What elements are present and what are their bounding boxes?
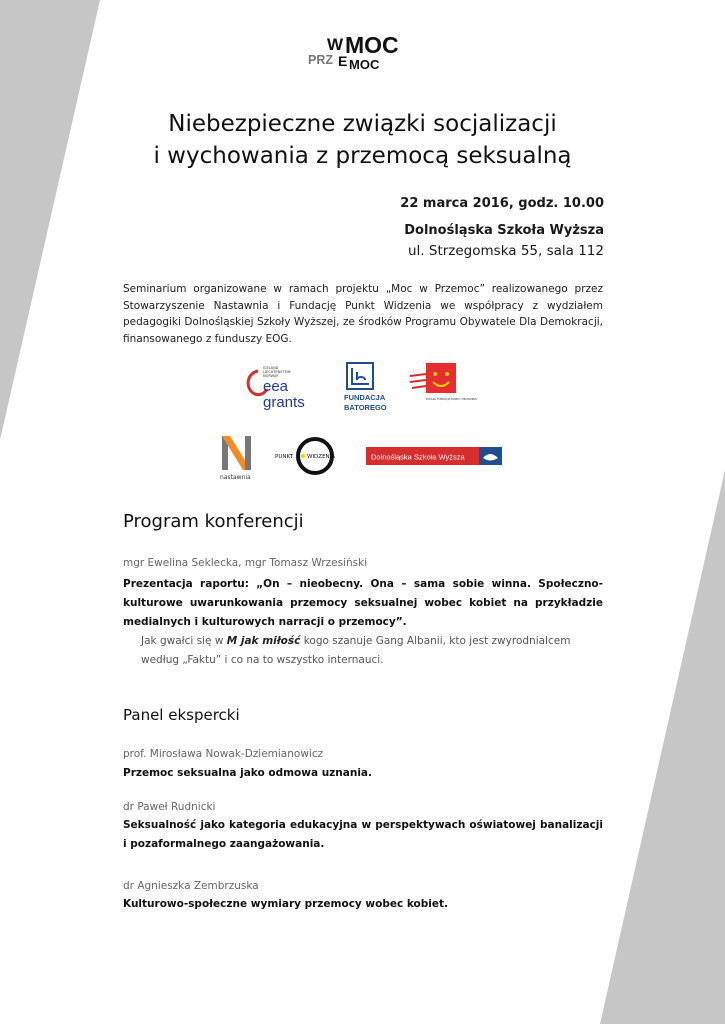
- panel-talk-1: Przemoc seksualna jako odmowa uznania.: [123, 767, 372, 779]
- widzenia-word: WIDZENIA: [307, 454, 336, 460]
- panel-talk-2: Seksualność jako kategoria edukacyjna w perspektywach oświatowej banalizacji i pozaformalnego zaangażowania.: [123, 819, 603, 850]
- sub-text-before: Jak gwałci się w: [141, 635, 227, 647]
- grants-word: grants: [263, 394, 305, 411]
- logo-word-moc-small: MOC: [349, 57, 380, 72]
- title-line-1: Niebezpieczne związki socjalizacji: [168, 111, 557, 137]
- pfdim-logo: [408, 360, 478, 404]
- logo-letter-e: E: [338, 53, 348, 69]
- panel-speaker-3: dr Agnieszka Zembrzuska: [123, 880, 259, 892]
- punkt-widzenia-logo: [273, 435, 339, 477]
- right-gray-wedge: [600, 470, 725, 1024]
- panel-speaker-2: dr Paweł Rudnicki: [123, 801, 216, 813]
- dsw-label: Dolnośląska Szkoła Wyższa: [371, 452, 465, 462]
- eea-grants-logo: [245, 363, 315, 411]
- batory-line-2: BATOREGO: [344, 403, 387, 412]
- program-heading: Program konferencji: [123, 511, 304, 532]
- panel-speaker-1: prof. Mirosława Nowak-Dziemianowicz: [123, 748, 324, 760]
- event-venue: [404, 220, 604, 262]
- program-speakers: mgr Ewelina Seklecka, mgr Tomasz Wrzesiński: [123, 557, 368, 569]
- page-title: [100, 108, 625, 172]
- program-talk: Prezentacja raportu: „On – nieobecny. Ona – sama sobie winna. Społeczno-kulturowe uwarunkowania przemocy seksualnej wobec kobiet na przykładzie medialnych i kulturowych narracji o przemocy”.: [123, 578, 603, 628]
- pfdim-caption: POLSKA FUNDACJA DZIECI I MŁODZIEŻY: [426, 398, 478, 401]
- eea-country-1: ICELAND: [263, 366, 279, 370]
- sub-title-italic: M jak miłość: [226, 635, 301, 647]
- venue-address: ul. Strzegomska 55, sala 112: [407, 243, 604, 259]
- logo-word-moc: MOC: [345, 32, 399, 58]
- eea-country-3: NORWAY: [263, 374, 279, 378]
- batory-line-1: FUNDACJA: [344, 393, 386, 402]
- sub-text-after: kogo szanuje Gang Albanii, kto jest zwyrodnialcem według „Faktu” i co na to wszystko internauci.: [141, 635, 571, 666]
- intro-paragraph: Seminarium organizowane w ramach projektu „Moc w Przemoc” realizowanego przez Stowarzyszenie Nastawnia i Fundację Punkt Widzenia we współpracy z wydziałem pedagogiki Dolnośląskiej Szkoły Wyższej, ze środków Programu Obywatele Dla Demokracji, finansowanego z funduszy EOG.: [123, 283, 603, 345]
- logo-prefix-prz: PRZ: [308, 53, 333, 67]
- fundacja-batorego-logo: [343, 362, 391, 414]
- logo-letter-w: W: [327, 35, 344, 54]
- panel-talk-3: Kulturowo-społeczne wymiary przemocy wobec kobiet.: [123, 898, 449, 910]
- panel-heading: Panel ekspercki: [123, 706, 240, 724]
- eea-country-2: LIECHTENSTEIN: [263, 370, 291, 374]
- nastawnia-label: nastawnia: [220, 474, 251, 481]
- eea-word: eea: [263, 378, 289, 395]
- left-gray-wedge: [0, 0, 100, 440]
- program-sub-description: [141, 632, 603, 670]
- punkt-word: PUNKT: [275, 454, 293, 460]
- venue-school: Dolnośląska Szkoła Wyższa: [404, 223, 604, 238]
- title-line-2: i wychowania z przemocą seksualną: [153, 143, 572, 169]
- event-date: 22 marca 2016, godz. 10.00: [400, 196, 604, 211]
- nastawnia-logo: [219, 434, 257, 482]
- dsw-logo: [366, 446, 502, 466]
- moc-w-przemoc-logo: [305, 30, 421, 74]
